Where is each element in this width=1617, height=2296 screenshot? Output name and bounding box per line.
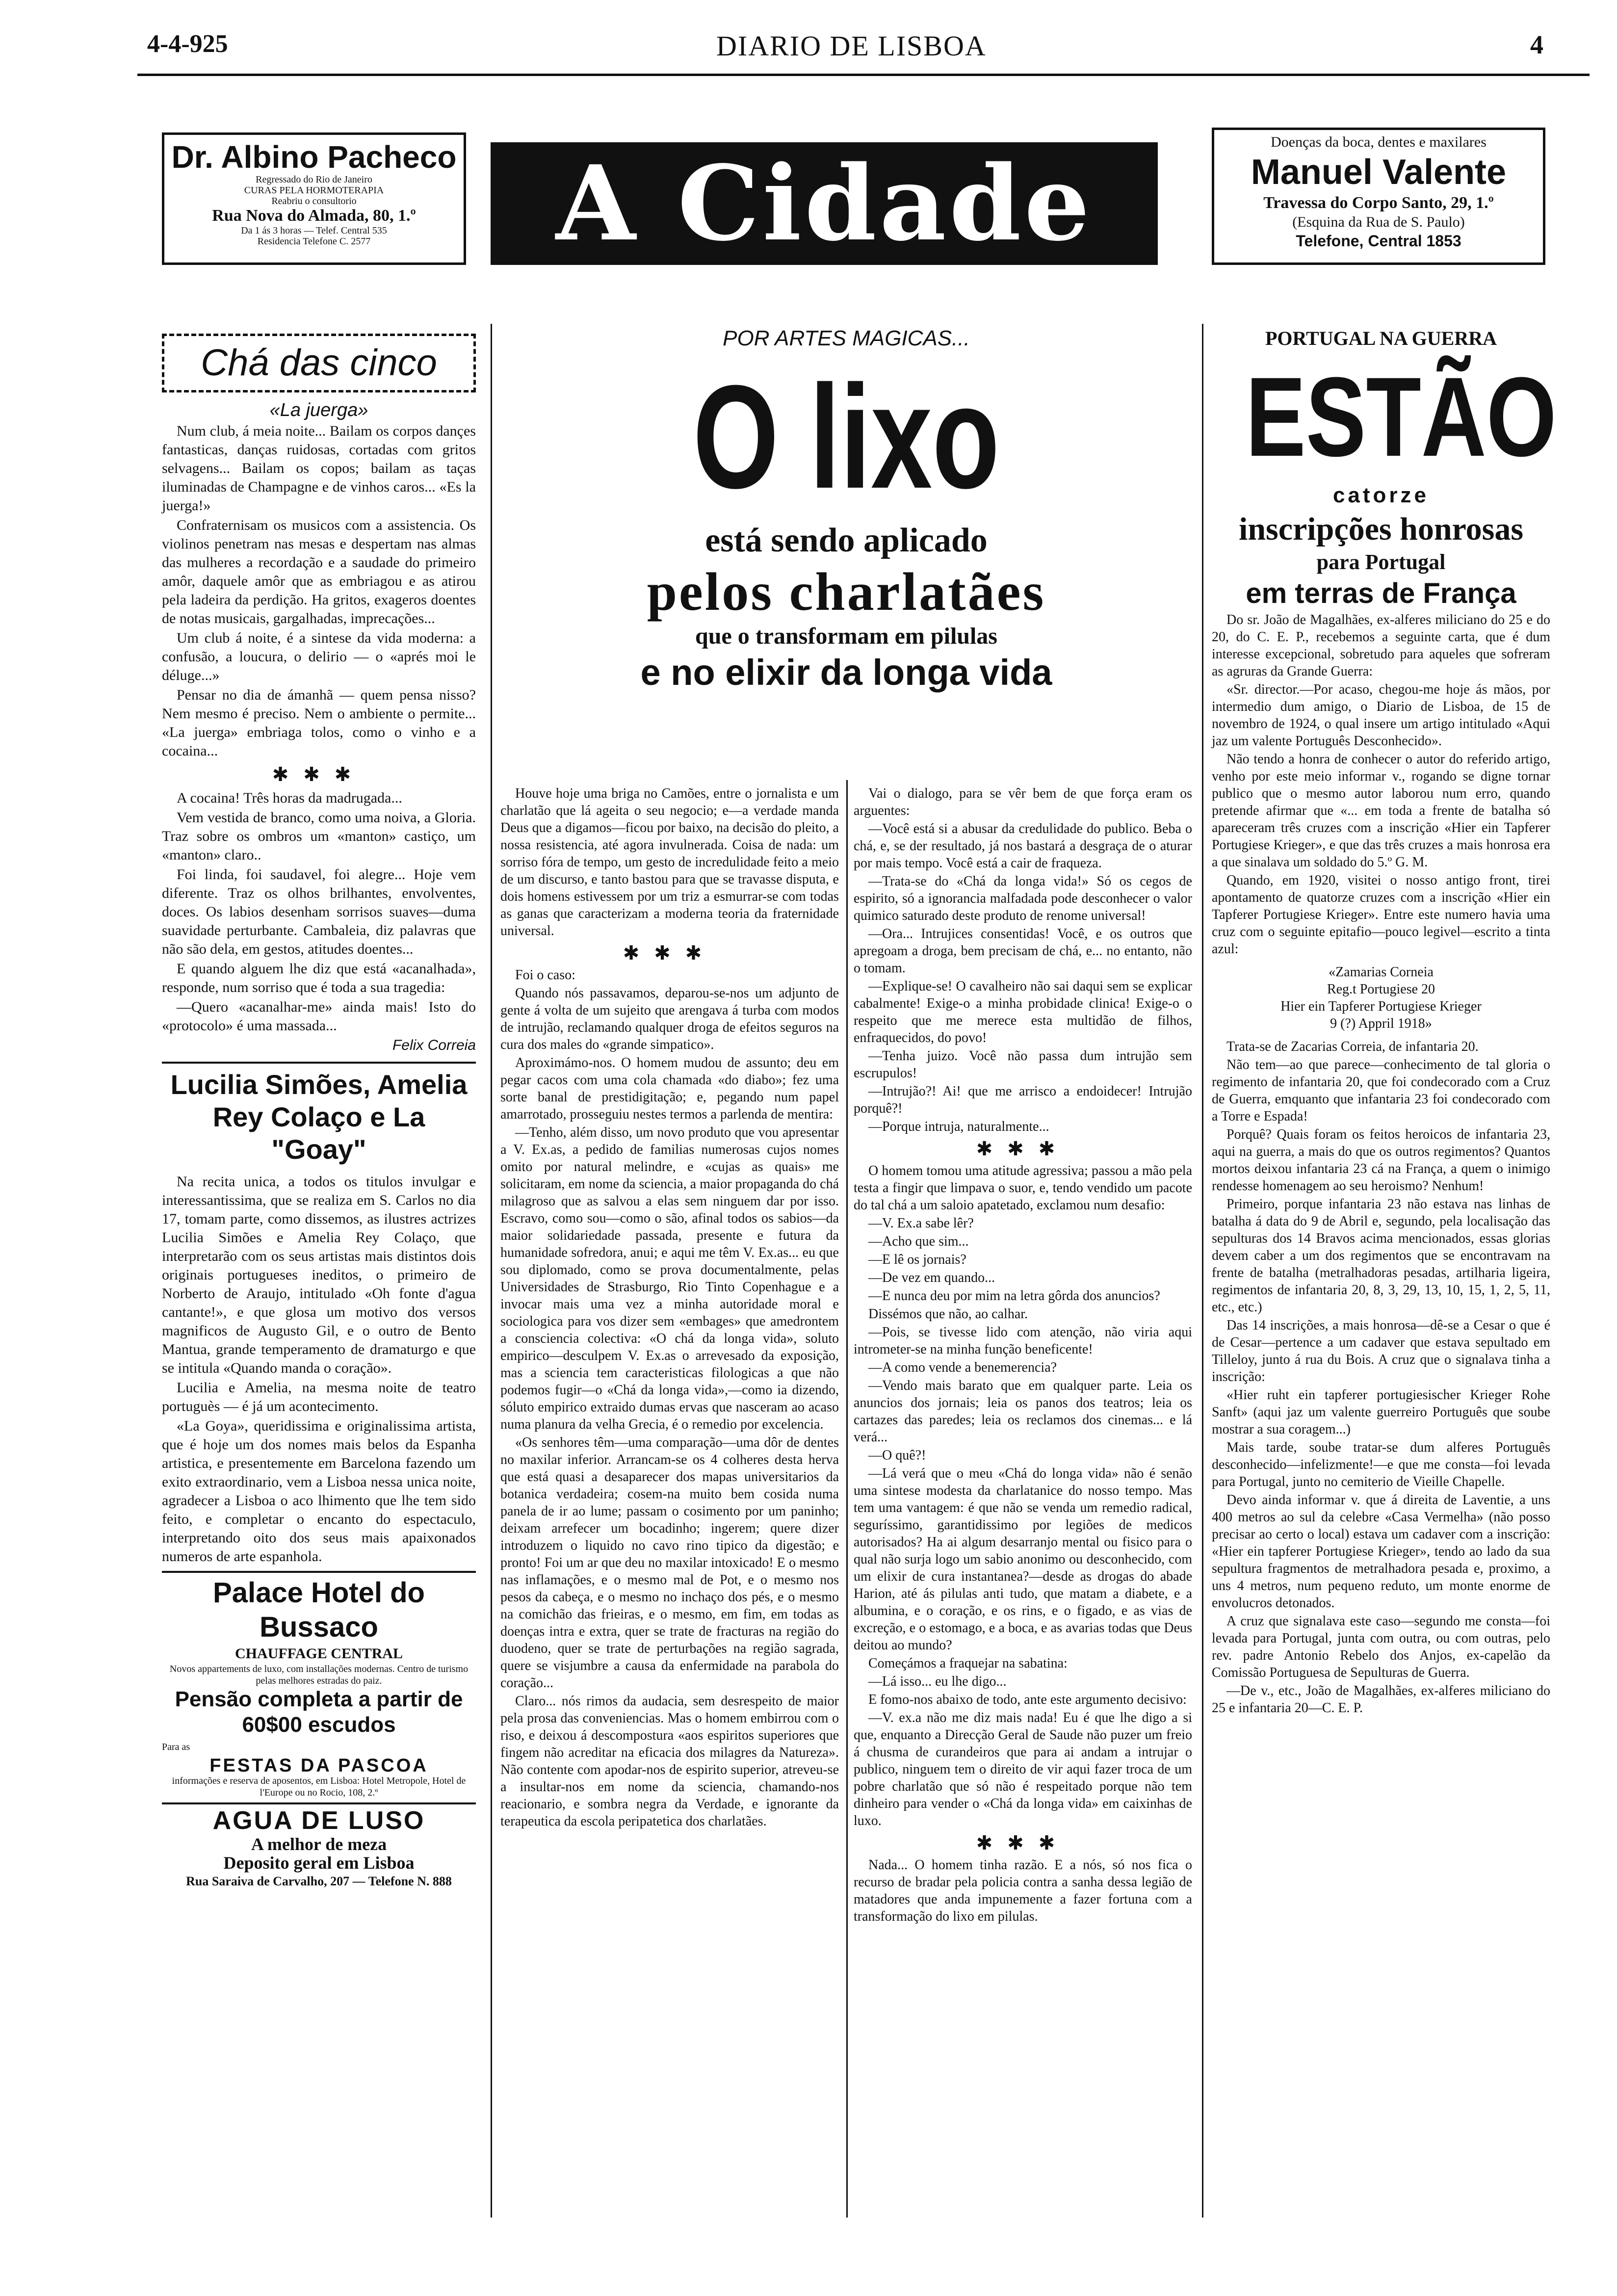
ad-luso-l2: Deposito geral em Lisboa xyxy=(223,1853,415,1873)
ad-albino-address: Rua Nova do Almada, 80, 1.º xyxy=(212,207,416,225)
article-headline-estao: ESTÃO xyxy=(1246,354,1557,480)
article-deck-3: que o transformam em pilulas xyxy=(695,623,997,649)
paragraph: Num club, á meia noite... Bailam os corpos dançes fantasticas, danças ruidosas, cortadas com gritos selvagens... Bailam os copos; bailam as taças iluminadas de Champagne e de vinhos caros... «Es la juerga!» xyxy=(162,423,476,514)
paragraph: Foi linda, foi saudavel, foi alegre... Hoje vem diferente. Traz os olhos brilhantes, envolventes, doces. Os labios desenham sorrisos suaves—duma suavidade perturbante. Cambaleia, diz palavras que não são dela, em gestos, atitudes doentes... xyxy=(162,866,476,957)
paragraph: Do sr. João de Magalhães, ex-alferes miliciano do 25 e do 20, do C. E. P., recebemos a seguinte carta, que é dum interesse excepcional, sobretudo para aqueles que sofreram as agruras da Grande Guerra: xyxy=(1212,612,1550,679)
paragraph: Foi o caso: xyxy=(515,967,575,983)
paragraph: —E lê os jornais? xyxy=(868,1252,966,1267)
paragraph: —Tenho, além disso, um novo produto que vou apresentar a V. Ex.as, a pedido de familias numerosas cujos nomes omito por natural melindre, e «cujas as quais» me solicitaram, em nome da sciencia, a maior propaganda do chá milagroso que as salvou a elas sem ninguem dar por isso. Escravo, como sou—como o são, afinal todos os sabios—da maior solidariedade passada, presente e futura da humanidade sofredora, anui; e aqui me têm V. Ex.as... eu que sou diplomado, como se prova documentalmente, pelas Universidades de Strasburgo, Rio Tinto Copenhague e a invocar mais uma vez a minha autoridade moral e sociologica para vos dizer sem «embages» que amedrontem a consciencia colectiva: «O chá da longa vida», soluto empirico—desculpem V. Ex.as o arrevesado da exposição, mas a sciencia tem caracteristicas filologicas a que não podemos fugir—o «Chá da longa vida»,—como ia dizendo, sóluto empirico extraido dumas ervas que nasceram ao acaso numa planura da velha Grecia, é o remedio por excelencia. xyxy=(500,1125,839,1432)
paragraph: Devo ainda informar v. que á direita de Laventie, a uns 400 metros ao sul da celebre «Casa Vermelha» (não posso precisar ao certo o local) estava um cadaver com a inscrição: «Hier ein tapferer Portugiese Krieger», tendo ao lado da sua sepultura fragmentos de metralhadora pesada e, proximo, a uns 4 metros, num pequeno reduto, um monte enorme de envolucros detonados. xyxy=(1212,1492,1550,1611)
paragraph: E fomo-nos abaixo de todo, ante este argumento decisivo: xyxy=(868,1692,1187,1707)
paragraph: Aproximámo-nos. O homem mudou de assunto; deu em pegar cacos com uma cola chamada «do diabo»; fez uma sorte banal de prestidigitação; e, pegando num papel amarrotado, prosseguiu nestes termos a parlenda de mentira: xyxy=(500,1055,839,1122)
article-deck-para-portugal: para Portugal xyxy=(1316,550,1446,574)
article-deck-inscripcoes: inscripções honrosas xyxy=(1238,511,1523,547)
masthead xyxy=(0,29,1617,64)
paragraph: —Acho que sim... xyxy=(868,1234,969,1249)
paragraph: «Hier ruht ein tapferer portugiesischer Krieger Rohe Sanft» (aqui jaz um valente guerreiro Português que soube mostrar a sua coragem...) xyxy=(1212,1387,1550,1437)
paragraph: Trata-se de Zacarias Correia, de infantaria 20. xyxy=(1226,1039,1479,1054)
paragraph: —Tenha juizo. Você não passa dum intrujão sem escrupulos! xyxy=(854,1048,1192,1081)
ad-albino-line6: Residencia Telefone C. 2577 xyxy=(257,236,371,247)
paragraph: —E nunca deu por mim na letra gôrda dos anuncios? xyxy=(868,1288,1160,1304)
asterism: ✱✱✱ xyxy=(976,1832,1070,1854)
ad-agua-de-luso xyxy=(162,1802,476,1891)
paragraph: Das 14 inscrições, a mais honrosa—dê-se a Cesar o que é de Cesar—pertence a um cadaver que estava sepultado em Tilleloy, junto á rua du Bois. A cruz que o signalava tinha a inscrição: xyxy=(1212,1318,1550,1384)
ad-albino-line2: CURAS PELA HORMOTERAPIA xyxy=(244,185,384,196)
paragraph: «Os senhores têm—uma comparação—uma dôr de dentes no maxilar inferior. Arrancam-se os 4 colheres desta herva que está quasi a desaparecer dos mapas universitarios da botanica verdadeira; cosem-na muito bem cosida numa panela de ir ao lume; passam o cosimento por um paninho; deixam arrefecer um bocadinho; ingerem; quere dizer introduzem o liquido no cavo rino tipico da digestão; e pronto! Foi um ar que deu no maxilar intoxicado! E o mesmo nas inflamações, e o mesmo mal de Pot, e o mesmo nos pesos da cabeça, e o mesmo no inchaço dos pés, e o mesmo na comichão das frieiras, e o mesmo, em fim, em todas as doenças intra e extra, quer se trate de fracturas na região do duodeno, quer se trate de perturbações na região sagrada, quere se visjumbre a causa da enfermidade na parabola do coração... xyxy=(500,1435,839,1691)
paragraph: Primeiro, porque infantaria 23 não estava nas linhas de batalha á data do 9 de Abril e, segundo, pela localisação das sepulturas dos 14 Bravos acima mencionados, essas glorias devem caber a um dos regimentos que se encontravam na frente de batalha (metralhadoras pesadas, artilharia ligeira, regimentos de infantaria 20, 8, 3, 29, 13, 10, 15, 1, 2, 5, 11, etc., etc.) xyxy=(1212,1197,1550,1315)
paragraph: —De v., etc., João de Magalhães, ex-alferes miliciano do 25 e infantaria 20—C. E. P. xyxy=(1212,1683,1550,1716)
ad-valente-address: Travessa do Corpo Santo, 29, 1.º xyxy=(1263,194,1494,212)
paragraph: Vem vestida de branco, como uma noiva, a Gloria. Traz sobre os ombros um «manton» castiço, um «manton» claro.. xyxy=(162,809,476,863)
epitaph-line: Reg.t Portugiese 20 xyxy=(1327,982,1435,997)
paragraph: —Lá isso... eu lhe digo... xyxy=(868,1674,1007,1689)
asterism: ✱✱✱ xyxy=(623,942,717,964)
paragraph: —Trata-se do «Chá da longa vida!» Só os cegos de espirito, só a ignorancia malfadada pode desconhecer o valor quimico saturado deste produto de renome universal! xyxy=(854,874,1192,923)
section-header-portugal-na-guerra: PORTUGAL NA GUERRA xyxy=(1265,327,1497,349)
ad-valente-line1: Doenças da boca, dentes e maxilares xyxy=(1271,134,1487,150)
paragraph: —Lá verá que o meu «Chá do longa vida» não é senão uma sintese modesta da charlatanice do nosso tempo. Mas tem uma vantagem: é que não se venda um remedio radical, seguríssimo, garantidissimo por legiões de medicos autorisados? Ha ai algum desarranjo mental ou fisico para o qual não surja logo um sabio anonimo ou desconhecido, com um elixir de cura instantanea?—desde as drogas do abade Harion, até ás pilulas anti tudo, que matam a diabete, e a albumina, e o coração, e os rins, e o figado, e as vias de excreção, e o estomago, e a boca, e as avarias todas que Deus deitou ao mundo? xyxy=(854,1466,1192,1653)
ad-valente-phone: Telefone, Central 1853 xyxy=(1296,232,1461,250)
paragraph: Claro... nós rimos da audacia, sem desrespeito de maior pela prosa das conveniencias. Mas o homem embirrou com o riso, e deixou á descompostura «aos espiritos superiores que fingem não acreditar na eficacia dos milagres da Natureza». Não contente com apodar-nos de espirito superior, atreveu-se a insultar-nos em nome da sciencia, chamando-nos reacionario, e sombra negra da Verdade, e ignorante da terapeutica da escola peripatetica dos charlatães. xyxy=(500,1694,839,1829)
ad-palace-hotel-para: Para as xyxy=(162,1742,190,1752)
paragraph: A cruz que signalava este caso—segundo me consta—foi levada para Portugal, junta com outra, ou com outras, pelo rev. padre Antonio Rebelo dos Anjos, ex-capelão da Comissão Portuguesa de Sepulturas de Guerra. xyxy=(1212,1614,1550,1680)
paragraph: —Intrujão?! Ai! que me arrisco a endoidecer! Intrujão porquê?! xyxy=(854,1084,1192,1116)
epitaph-line: Hier ein Tapferer Portugiese Krieger xyxy=(1280,999,1482,1014)
epitaph-block xyxy=(1212,964,1550,1032)
paragraph: E quando alguem lhe diz que está «acanalhada», responde, num sorriso que é toda a sua tragedia: xyxy=(162,961,476,995)
ad-palace-hotel-text: Novos appartements de luxo, com installações modernas. Centro de turismo pelas melhores estradas do paiz. xyxy=(169,1664,469,1686)
column-rule-2 xyxy=(1202,324,1203,2218)
paragraph: Dissémos que não, ao calhar. xyxy=(868,1306,1028,1322)
section-header-cha-das-cinco: Chá das cinco xyxy=(162,334,476,392)
paragraph: Vai o dialogo, para se vêr bem de que força eram os arguentes: xyxy=(854,786,1192,818)
article-signature: Felix Correia xyxy=(392,1037,476,1053)
paragraph: Não tendo a honra de conhecer o autor do referido artigo, venho por este meio informar v., rogando se digne tornar publico que o mesmo autor laborou num erro, quando pretende afirmar que «... em toda a frente de batalha só apareceram três cruzes com a inscrição «Hier ein Tapferer Portugiese Krieger», e que das três cruzes a mais honrosa era a que sinalava um soldado do 5.º G. M. xyxy=(1212,752,1550,870)
article-deck-2: pelos charlatães xyxy=(647,562,1046,622)
article-deck-franca: em terras de França xyxy=(1246,577,1516,609)
article-header-o-lixo xyxy=(496,324,1197,695)
column-portugal-na-guerra xyxy=(1212,324,1557,1718)
ad-a-cidade-title: A Cidade xyxy=(555,143,1093,264)
article-kicker: POR ARTES MAGICAS... xyxy=(723,326,970,350)
article-body-col-b xyxy=(854,785,1192,1926)
paragraph: —Porque intruja, naturalmente... xyxy=(868,1119,1049,1134)
paragraph: «La Goya», queridissima e originalissima artista, que é hoje um dos nomes mais belos da Espanha artistica, e presentemente em Barcelona fazendo um exito extraordinario, vem a Lisboa nessa unica noite, agradecer a Lisboa o aco lhimento que lhe tem sido feito, e completar o encanto do espectaculo, interpretando oito dos seus mais apaixonados numeros de arte espanhola. xyxy=(162,1418,476,1565)
paragraph: Lucilia e Amelia, na mesma noite de teatro portuguès — é já um acontecimento. xyxy=(162,1380,476,1414)
paragraph: —Vendo mais barato que em qualquer parte. Leia os anuncios dos jornais; leia os panos dos teatros; leia os cartazes das paredes; leia os reclamos dos cinemas... e lá verá... xyxy=(854,1378,1192,1445)
article-subtitle-la-juerga: «La juerga» xyxy=(269,400,368,420)
paragraph: —V. ex.a não me diz mais nada! Eu é que lhe digo a si que, enquanto a Direcção Geral de Saude não puzer um freio á chusma de curandeiros que para ai andam a intrujar o publico, ninguem tem o direito de vir aqui fazer troca de um pobre charlatão que só não é respeitado porque não tem dinheiro para vender o «Chá da longa vida» em caixinhas de luxo. xyxy=(854,1710,1192,1828)
page-number: 4 xyxy=(1530,30,1543,59)
ad-palace-hotel-sub: CHAUFFAGE CENTRAL xyxy=(235,1645,403,1662)
paragraph: —Explique-se! O cavalheiro não sai daqui sem se explicar cabalmente! Exige-o a minha probidade clinica! Exige-o o respeito que me merece esta multidão de filhos, enfraquecidos, do povo! xyxy=(854,979,1192,1045)
article-deck-4: e no elixir da longa vida xyxy=(640,652,1052,693)
column-cha-das-cinco xyxy=(162,334,476,1891)
epitaph-line: «Zamarias Corneia xyxy=(1329,965,1434,980)
ad-palace-hotel-festas: FESTAS DA PASCOA xyxy=(209,1755,428,1776)
paragraph: —A como vende a benemerencia? xyxy=(868,1360,1057,1375)
ad-valente-name: Manuel Valente xyxy=(1251,153,1507,192)
ad-valente-line3: (Esquina da Rua de S. Paulo) xyxy=(1292,214,1465,230)
paragraph: —Pois, se tivesse lido com atenção, não viria aqui intrometer-se na minha função beneficente! xyxy=(854,1325,1192,1357)
paragraph: Nada... O homem tinha razão. E a nós, só nos fica o recurso de bradar pela policia contra a sanha dessa legião de matadores que anda impunemente a fazer fortuna com a transformação do lixo em pilulas. xyxy=(854,1857,1192,1924)
paragraph: —V. Ex.a sabe lêr? xyxy=(868,1216,974,1231)
paragraph: Na recita unica, a todos os titulos invulgar e interessantissima, que se realiza em S. Carlos no dia 17, tomam parte, como dissemos, as ilustres actrizes Lucilia Simões e Amelia Rey Colaço, que interpretarão com os seus artistas mais distintos dois originais portugueses ineditos, o primeiro de Norberto de Araujo, intitulado «Oh fonte d'agua cantante!», e que glosa um motivo dos versos magnificos de Augusto Gil, e o outro de Bento Mantua, grande temperamento de dramaturgo e que se intitula «Quando manda o coração». xyxy=(162,1174,476,1376)
epitaph-line: 9 (?) Appril 1918» xyxy=(1330,1016,1432,1031)
newspaper-name: DIARIO DE LISBOA xyxy=(716,30,987,62)
paragraph: —De vez em quando... xyxy=(868,1270,995,1285)
ad-albino-line3: Reabriu o consultorio xyxy=(271,196,357,207)
article-headline-lucilia: Lucilia Simões, Amelia Rey Colaço e La "Goay" xyxy=(162,1062,476,1166)
paragraph: Pensar no dia de ámanhã — quem pensa nisso? Nem mesmo é preciso. Nem o ambiente o permite... «La juerga» embriaga tolos, como o vinho e a cocaina... xyxy=(162,687,476,759)
paragraph: Confraternisam os musicos com a assistencia. Os violinos penetram nas mesas e despertam nas almas das mulheres a recordação e a saudade do primeiro amôr, daquele amôr que as embriagou e as atirou pela ladeira da perdição. Ha gritos, exageros doentes de notas musicais, gargalhadas, imprecações... xyxy=(162,517,476,626)
article-headline-o-lixo: O lixo xyxy=(693,354,1000,519)
column-rule-1 xyxy=(491,324,492,2218)
paragraph: Houve hoje uma briga no Camões, entre o jornalista e um charlatão que lá ageita o seu negocio; e—a verdade manda Deus que a digamos—ficou por baixo, na decisão do pleito, a nossa resistencia, até agora invulnerada. Coisa de nada: um sorriso fóra de tempo, um gesto de incredulidade feito a meio de um discurso, e tanto bastou para que se travasse disputa, e dois homens estivessem por um triz a esmurrar-se com todas as ganas que caracterizam a moderna teoria da fraternidade universal. xyxy=(500,786,839,939)
asterism: ✱✱✱ xyxy=(976,1138,1070,1160)
ad-albino-line5: Da 1 ás 3 horas — Telef. Central 535 xyxy=(241,225,387,236)
ad-luso-l3: Rua Saraiva de Carvalho, 207 — Telefone N. 888 xyxy=(186,1874,452,1888)
paragraph: —Quero «acanalhar-me» ainda mais! Isto do «protocolo» é uma massada... xyxy=(162,999,476,1034)
ad-albino-name: Dr. Albino Pacheco xyxy=(171,139,457,175)
ad-palace-hotel xyxy=(162,1571,476,1799)
paragraph: Quando nós passavamos, deparou-se-nos um adjunto de gente á volta de um sujeito que arengava á turba com modos de intrujão, reclamando qualquer droga de efeitos seguros na cura dos males do «grande simpatico». xyxy=(500,986,839,1052)
ad-a-cidade xyxy=(491,142,1158,265)
paragraph: Um club á noite, é a sintese da vida moderna: a confusão, a loucura, o delirio — o «aprés moi le déluge...» xyxy=(162,630,476,683)
paragraph: A cocaina! Três horas da madrugada... xyxy=(177,790,402,806)
ad-manuel-valente xyxy=(1212,128,1545,265)
article-deck-catorze: catorze xyxy=(1332,483,1430,507)
masthead-date: 4-4-925 xyxy=(147,30,228,58)
ad-albino-pacheco xyxy=(162,132,466,265)
paragraph: «Sr. director.—Por acaso, chegou-me hoje ás mãos, por intermedio dum amigo, o Diario de Lisboa, de 15 de novembro de 1924, o qual insere um artigo intitulado «Aqui jaz um valente Português Desconhecido». xyxy=(1212,682,1550,749)
paragraph: —Ora... Intrujices consentidas! Você, e os outros que apregoam a droga, bem precisam de chá, e... no entanto, não o tomam. xyxy=(854,926,1192,976)
paragraph: Mais tarde, soube tratar-se dum alferes Português desconhecido—infelizmente!—e que me consta—foi levada para Portugal, junto no cemiterio de Vieille Chapelle. xyxy=(1212,1440,1550,1489)
article-body-col-a xyxy=(500,785,839,1831)
ad-palace-hotel-name: Palace Hotel do Bussaco xyxy=(213,1577,425,1643)
masthead-rule xyxy=(137,74,1590,76)
ad-luso-name: AGUA DE LUSO xyxy=(212,1806,425,1835)
ad-luso-l1: A melhor de meza xyxy=(251,1834,387,1854)
paragraph: Começámos a fraquejar na sabatina: xyxy=(868,1656,1068,1671)
paragraph: O homem tomou uma atitude agressiva; passou a mão pela testa a fingir que limpava o suor, e, tendo vendido um pacote do tal chá a um saloio apatetado, exclamou num desafio: xyxy=(854,1163,1192,1213)
ad-palace-hotel-info: informações e reserva de aposentos, em Lisboa: Hotel Metropole, Hotel de l'Europe ou no Rocio, 108, 2.º xyxy=(172,1775,466,1798)
ad-palace-hotel-pensao: Pensão completa a partir de 60$00 escudos xyxy=(175,1687,463,1737)
column-rule-center xyxy=(846,780,848,2218)
paragraph: Não tem—ao que parece—conhecimento de tal gloria o regimento de infantaria 20, que foi condecorado com a Cruz de Guerra, emquanto que infantaria 23 foi condecorado com a Torre e Espada! xyxy=(1212,1057,1550,1124)
paragraph: —Você está si a abusar da credulidade do publico. Beba o chá, e, se der resultado, já nos bastará a desgraça de o aturar por mais tempo. Você está a cair de fraqueza. xyxy=(854,821,1192,871)
ad-albino-line1: Regressado do Rio de Janeiro xyxy=(256,174,372,185)
article-deck-1: está sendo aplicado xyxy=(705,522,988,559)
asterism: ✱✱✱ xyxy=(272,763,366,785)
paragraph: Porquê? Quais foram os feitos heroicos de infantaria 23, aqui na guerra, a mais do que os outros regimentos? Quantos mortos deixou infantaria 23 cá na França, a quem o inimigo rendesse homenagem ao seu heroismo? Nenhum! xyxy=(1212,1127,1550,1194)
paragraph: Quando, em 1920, visitei o nosso antigo front, tirei apontamento de quatorze cruzes com a inscrição «Hier ein Tapferer Portugiese Krieger». Entre este numero havia uma cruz com o seguinte epitafio—pouco legivel—escrito a tinta azul: xyxy=(1212,873,1550,957)
paragraph: —O quê?! xyxy=(868,1448,926,1463)
